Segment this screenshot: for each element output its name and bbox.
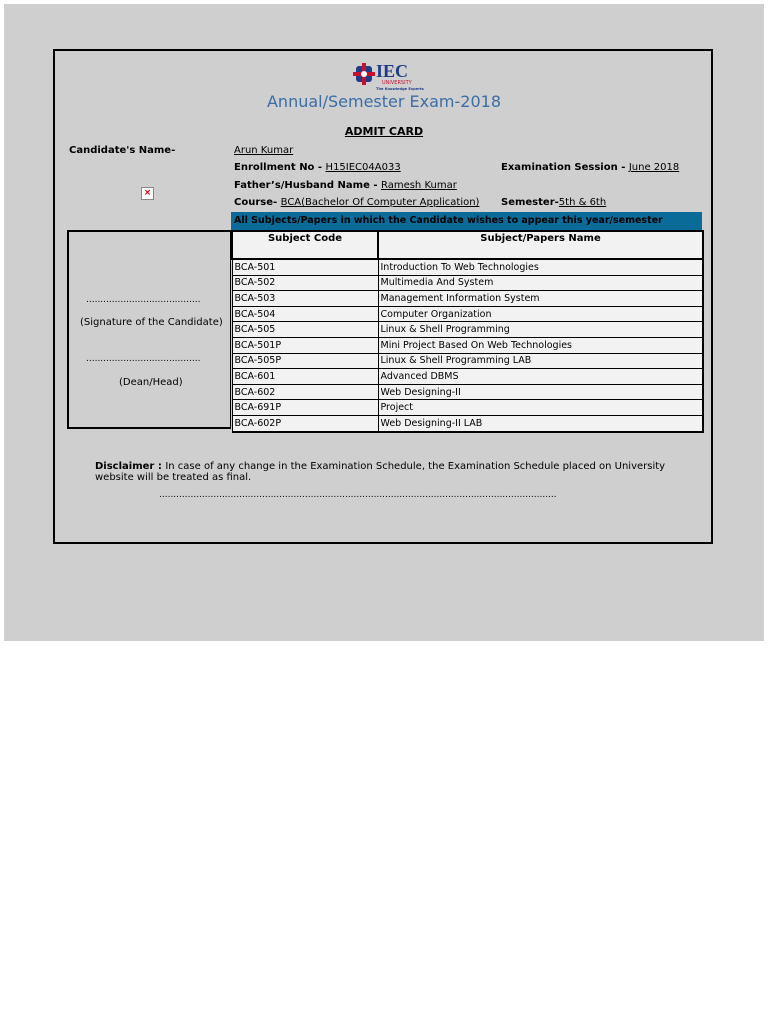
disclaimer-text: In case of any change in the Examination Schedule, the Examination Schedule placed on University	[165, 461, 666, 472]
disclaimer-dots: ...........................................................................................................................................	[159, 490, 557, 500]
subject-name-cell: Web Designing-II LAB	[378, 415, 703, 431]
semester-row	[501, 197, 606, 208]
father-name: Ramesh Kumar	[380, 180, 457, 191]
disclaimer-label: Disclaimer :	[95, 461, 166, 472]
subject-name-cell: Linux & Shell Programming	[378, 322, 703, 338]
subject-name-cell: Advanced DBMS	[378, 369, 703, 385]
subject-name-cell: Multimedia And System	[378, 275, 703, 291]
subject-name-cell: Introduction To Web Technologies	[378, 259, 703, 275]
father-row	[234, 180, 457, 191]
enrollment-label: Enrollment No -	[234, 162, 326, 173]
table-row	[232, 322, 703, 338]
subject-code-cell: BCA-504	[232, 306, 378, 322]
subject-name-cell: Linux & Shell Programming LAB	[378, 353, 703, 369]
subject-name-cell: Computer Organization	[378, 306, 703, 322]
photo-placeholder-icon: ×	[141, 187, 154, 200]
table-row	[232, 337, 703, 353]
session-label: Examination Session -	[501, 162, 629, 173]
candidate-signature-label: (Signature of the Candidate)	[80, 317, 223, 328]
logo-emblem-icon	[353, 63, 375, 85]
subject-name-cell: Web Designing-II	[378, 384, 703, 400]
table-row	[232, 353, 703, 369]
table-row	[232, 415, 703, 431]
subject-code-cell: BCA-505	[232, 322, 378, 338]
subject-name-cell: Mini Project Based On Web Technologies	[378, 337, 703, 353]
table-row	[232, 369, 703, 385]
candidate-name: Arun Kumar	[234, 145, 294, 156]
table-row	[232, 275, 703, 291]
candidate-name-label: Candidate's Name-	[69, 145, 176, 156]
subject-name-cell: Project	[378, 400, 703, 416]
table-row	[232, 306, 703, 322]
subject-code-cell: BCA-601	[232, 369, 378, 385]
semester-value: 5th & 6th	[558, 197, 607, 208]
session-value: June 2018	[628, 162, 680, 173]
table-header-row	[232, 231, 703, 259]
table-row	[232, 259, 703, 275]
logo-subtext: UNIVERSITY	[382, 80, 412, 86]
subject-code-cell: BCA-505P	[232, 353, 378, 369]
table-row	[232, 400, 703, 416]
enrollment-row	[234, 162, 401, 173]
course-row	[234, 197, 479, 208]
subject-code-cell: BCA-502	[232, 275, 378, 291]
admit-card-title: ADMIT CARD	[344, 125, 424, 138]
signature-box	[67, 230, 231, 429]
table-row	[232, 291, 703, 307]
exam-title: Annual/Semester Exam-2018	[266, 92, 501, 111]
subjects-banner: All Subjects/Papers in which the Candidate wishes to appear this year/semester	[231, 212, 702, 230]
subject-name-cell: Management Information System	[378, 291, 703, 307]
semester-label: Semester-	[501, 197, 559, 208]
session-row	[501, 162, 679, 173]
dean-signature-label: (Dean/Head)	[119, 377, 183, 388]
subject-code-cell: BCA-501P	[232, 337, 378, 353]
university-logo	[352, 58, 424, 92]
disclaimer-text-line2: website will be treated as final.	[95, 472, 252, 483]
subject-code-cell: BCA-503	[232, 291, 378, 307]
candidate-signature-line: ........................................	[86, 295, 201, 305]
logo-text: IEC	[376, 61, 409, 81]
table-row	[232, 384, 703, 400]
subject-code-cell: BCA-691P	[232, 400, 378, 416]
enrollment-number: H15IEC04A033	[325, 162, 401, 173]
course-label: Course-	[234, 197, 281, 208]
subject-code-cell: BCA-602	[232, 384, 378, 400]
subject-code-cell: BCA-602P	[232, 415, 378, 431]
subject-code-cell: BCA-501	[232, 259, 378, 275]
subject-name-header: Subject/Papers Name	[378, 231, 703, 259]
dean-signature-line: ........................................	[86, 354, 201, 364]
disclaimer	[95, 461, 665, 472]
subject-code-header: Subject Code	[232, 231, 378, 259]
course-value: BCA(Bachelor Of Computer Application)	[280, 197, 480, 208]
logo-tagline: The Knowledge Experts	[376, 87, 424, 91]
father-label: Father’s/Husband Name -	[234, 180, 381, 191]
subjects-table	[231, 230, 704, 433]
